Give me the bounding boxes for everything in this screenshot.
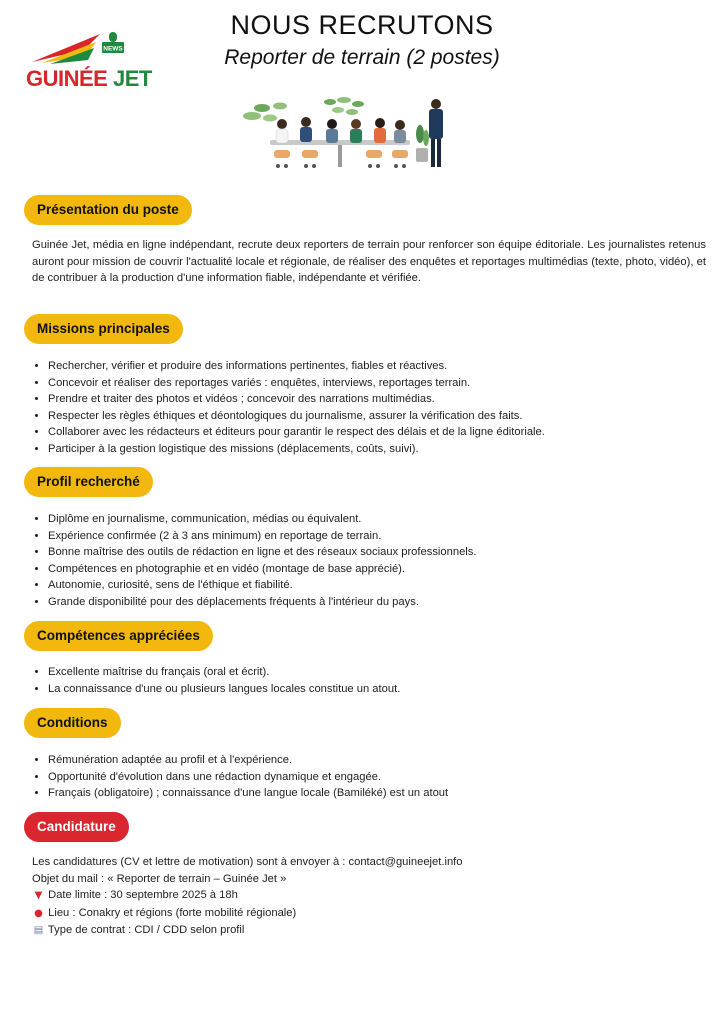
- plant-right-icon: [416, 125, 429, 162]
- list-item: • La connaissance d'une ou plusieurs langues locales constitue un atout.: [48, 681, 724, 698]
- section-title-conditions: Conditions: [24, 708, 121, 738]
- logo-text-guinee: GUINÉE: [26, 66, 108, 91]
- profil-list: [32, 511, 724, 610]
- location-pin-icon: ●: [34, 907, 43, 919]
- list-item: • Français (obligatoire) ; connaissance d'une langue locale (Bamiléké) est un atout: [48, 785, 724, 802]
- list-item: • Autonomie, curiosité, sens de l'éthique et fiabilité.: [48, 577, 724, 594]
- list-item: • Respecter les règles éthiques et déontologiques du journalisme, assurer la vérification des faits.: [48, 408, 724, 425]
- list-item: • Diplôme en journalisme, communication, médias ou équivalent.: [48, 511, 724, 528]
- list-item: • Compétences en photographie et en vidéo (montage de base apprécié).: [48, 561, 724, 578]
- presentation-text: Guinée Jet, média en ligne indépendant, recrute deux reporters de terrain pour renforcer son équipe éditoriale. Les journalistes retenus auront pour mission de couvrir l'actualité locale et régionale, de réaliser des enquêtes et reportages multimédias (texte, photo, vidéo), et de contribuer à la production d'une information fiable, indépendante et vérifiée.: [32, 239, 706, 284]
- section-title-presentation: Présentation du poste: [24, 195, 192, 225]
- list-item: • Bonne maîtrise des outils de rédaction en ligne et des réseaux sociaux professionnels.: [48, 544, 724, 561]
- list-item: • Prendre et traiter des photos et vidéos ; concevoir des narrations multimédias.: [48, 391, 724, 408]
- seated-people-icon: [276, 117, 406, 143]
- logo-badge: NEWS: [103, 45, 123, 53]
- team-meeting-illustration: [240, 94, 455, 176]
- list-item: • Grande disponibilité pour des déplacements fréquents à l'intérieur du pays.: [48, 594, 724, 611]
- list-item: • Participer à la gestion logistique des missions (déplacements, coûts, suivi).: [48, 441, 724, 458]
- section-title-candidature: Candidature: [24, 812, 129, 842]
- competences-list: [32, 664, 724, 697]
- logo-text-jet: JET: [112, 66, 152, 91]
- location-text: Lieu : Conakry et régions (forte mobilité régionale): [48, 906, 297, 919]
- section-title-competences: Compétences appréciées: [24, 621, 213, 651]
- candidature-line-contract: [32, 922, 463, 940]
- plant-center-icon: [324, 97, 364, 115]
- deadline-text: Date limite : 30 septembre 2025 à 18h: [48, 889, 238, 901]
- plant-left-icon: [243, 103, 287, 122]
- pushpin-icon: ▼: [34, 890, 43, 901]
- document-icon: ▤: [33, 925, 44, 936]
- page-title: NOUS RECRUTONS: [230, 10, 494, 40]
- missions-list: [32, 358, 724, 457]
- list-item: • Rémunération adaptée au profil et à l'expérience.: [48, 752, 724, 769]
- contract-text: Type de contrat : CDI / CDD selon profil: [47, 924, 245, 936]
- section-title-missions: Missions principales: [24, 314, 183, 344]
- candidature-line-location: [32, 905, 463, 923]
- list-item: • Rechercher, vérifier et produire des informations pertinentes, fiables et réactives.: [48, 358, 724, 375]
- candidature-line-deadline: [32, 887, 463, 905]
- list-item: • Collaborer avec les rédacteurs et éditeurs pour garantir le respect des délais et de la ligne éditoriale.: [48, 424, 724, 441]
- list-item: • Concevoir et réaliser des reportages variés : enquêtes, interviews, reportages terrain.: [48, 375, 724, 392]
- list-item: • Expérience confirmée (2 à 3 ans minimum) en reportage de terrain.: [48, 528, 724, 545]
- list-item: • Excellente maîtrise du français (oral et écrit).: [48, 664, 724, 681]
- candidature-line-email: Les candidatures (CV et lettre de motivation) sont à envoyer à : contact@guineejet.info: [32, 856, 463, 868]
- candidature-line-subject: Objet du mail : « Reporter de terrain – Guinée Jet »: [32, 872, 287, 885]
- list-item: • Opportunité d'évolution dans une rédaction dynamique et engagée.: [48, 769, 724, 786]
- candidature-details: [32, 854, 463, 940]
- conditions-list: [32, 752, 724, 802]
- section-title-profil: Profil recherché: [24, 467, 153, 497]
- standing-presenter-icon: [429, 99, 443, 167]
- page-subtitle: Reporter de terrain (2 postes): [224, 46, 500, 69]
